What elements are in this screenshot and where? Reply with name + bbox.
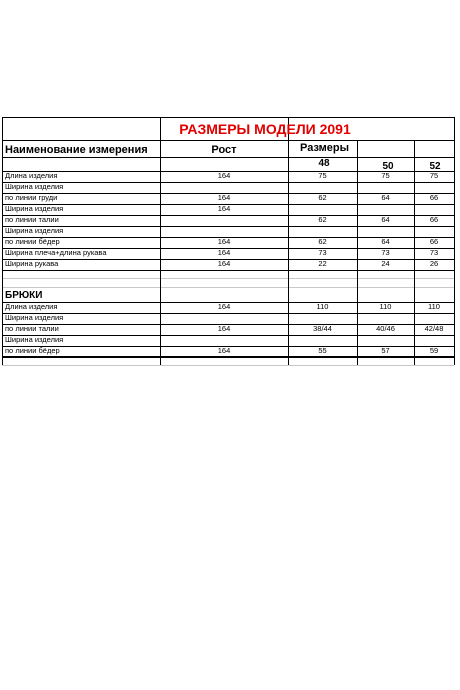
size-col-48: 48 [318, 158, 330, 169]
row-value: 73 [318, 248, 327, 257]
row-label: Ширина изделия [5, 182, 64, 191]
size-col-52: 52 [429, 161, 441, 172]
row-value: 66 [429, 237, 439, 246]
row-value: 38/44 [313, 324, 332, 333]
row-value: 42/48 [424, 324, 444, 333]
row-value: 73 [429, 248, 439, 257]
row-label: по линии бёдер [5, 237, 60, 246]
row-value: 22 [318, 259, 327, 268]
row-divider [2, 357, 454, 358]
row-value: 26 [429, 259, 439, 268]
row-label: по линии бёдер [5, 346, 60, 355]
row-value: 73 [381, 248, 390, 257]
row-rost: 164 [217, 248, 231, 257]
size-col-50: 50 [382, 161, 394, 172]
row-value: 24 [381, 259, 390, 268]
row-divider [2, 335, 454, 336]
row-label: Длина изделия [5, 302, 58, 311]
row-label: Ширина рукава [5, 259, 59, 268]
row-rost: 164 [217, 204, 231, 213]
row-value: 40/46 [376, 324, 395, 333]
row-value: 110 [428, 302, 440, 311]
row-value: 62 [318, 193, 327, 202]
header-rost: Рост [211, 144, 237, 156]
row-label: Ширина изделия [5, 226, 64, 235]
row-value: 64 [381, 193, 390, 202]
row-rost: 164 [217, 193, 231, 202]
row-value: 75 [318, 171, 327, 180]
row-value: 110 [379, 302, 392, 311]
row-divider [2, 182, 454, 183]
row-rost: 164 [217, 324, 231, 333]
row-value: 55 [318, 346, 327, 355]
row-label: по линии талии [5, 215, 59, 224]
row-divider [2, 270, 454, 271]
row-value: 110 [316, 302, 329, 311]
header-name: Наименование измерения [5, 144, 148, 156]
row-rost: 164 [217, 171, 231, 180]
header-sizes: Размеры [300, 142, 350, 154]
row-rost: 164 [217, 259, 231, 268]
row-label: Ширина изделия [5, 335, 64, 344]
row-value: 64 [381, 215, 390, 224]
row-label: Ширина изделия [5, 313, 64, 322]
row-value: 66 [429, 215, 439, 224]
row-value: 62 [318, 215, 327, 224]
row-label: по линии талии [5, 324, 59, 333]
row-value: 66 [429, 193, 439, 202]
row-rost: 164 [217, 237, 231, 246]
row-value: 62 [318, 237, 327, 246]
row-value: 64 [381, 237, 390, 246]
row-value: 75 [381, 171, 390, 180]
row-label: Длина изделия [5, 171, 58, 180]
row-label: Ширина изделия [5, 204, 64, 213]
row-divider [2, 226, 454, 227]
row-value: 59 [429, 346, 439, 355]
row-label: по линии груди [5, 193, 58, 202]
row-value: 57 [381, 346, 390, 355]
section-pants: БРЮКИ [5, 290, 43, 301]
row-divider [2, 313, 454, 314]
page-title: РАЗМЕРЫ МОДЕЛИ 2091 [179, 121, 351, 137]
row-value: 75 [429, 171, 439, 180]
row-label: Ширина плеча+длина рукава [5, 248, 107, 257]
row-rost: 164 [217, 346, 231, 355]
row-rost: 164 [217, 302, 231, 311]
